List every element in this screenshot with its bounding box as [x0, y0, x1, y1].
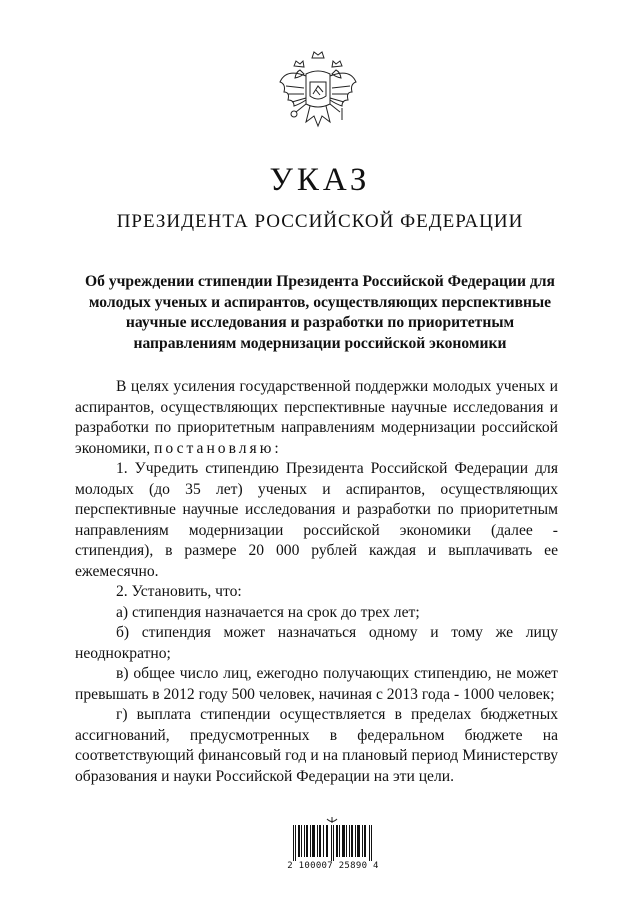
subparagraph-v: в) общее число лиц, ежегодно получающих стипендию, не может превышать в 2012 году 500 человек, начиная с 2013 года - 1000 человек; [75, 665, 558, 703]
subparagraph-g: г) выплата стипендии осуществляется в пределах бюджетных ассигнований, предусмотренных в федеральном бюджете на соответствующий финансовый год и на плановый период Министерству образования и науки Российской Федерации на эти цели. [75, 706, 558, 785]
paragraph-2: 2. Установить, что: [116, 583, 242, 600]
subparagraph-a: а) стипендия назначается на срок до трех лет; [116, 603, 420, 621]
document-title: УКАЗ [269, 162, 371, 198]
eagle-mark-icon [326, 817, 338, 825]
state-emblem [276, 48, 360, 140]
decree-heading: Об учреждении стипендии Президента Российской Федерации для молодых ученых и аспирантов, осуществляющих перспективные научные исследования и разработки по приоритетным направлениям модернизации российской экономики [85, 273, 555, 352]
russian-coat-of-arms-icon [276, 48, 360, 140]
subparagraph-b: б) стипендия может назначаться одному и тому же лицу неоднократно; [75, 624, 558, 662]
barcode-block [285, 817, 381, 877]
barcode-number: 2 100007 25890 4 [287, 861, 379, 871]
decree-body [75, 377, 558, 787]
preamble-text: В целях усиления государственной поддержки молодых ученых и аспирантов, осуществляющих перспективные научные исследования и разработки по приоритетным направлениям модернизации российской экономики, [75, 378, 558, 457]
paragraph-1: 1. Учредить стипендию Президента Российской Федерации для молодых (до 35 лет) ученых и аспирантов, осуществляющих перспективные научные исследования и разработки по приоритетным направлениям модернизации российской экономики (далее - стипендия), в размере 20 000 рублей каждая и выплачивать ее ежемесячно. [75, 460, 558, 580]
decree-word: постановляю: [154, 439, 282, 457]
barcode-icon [293, 825, 373, 861]
preamble-paragraph [75, 377, 558, 459]
document-subtitle: ПРЕЗИДЕНТА РОССИЙСКОЙ ФЕДЕРАЦИИ [116, 211, 524, 232]
